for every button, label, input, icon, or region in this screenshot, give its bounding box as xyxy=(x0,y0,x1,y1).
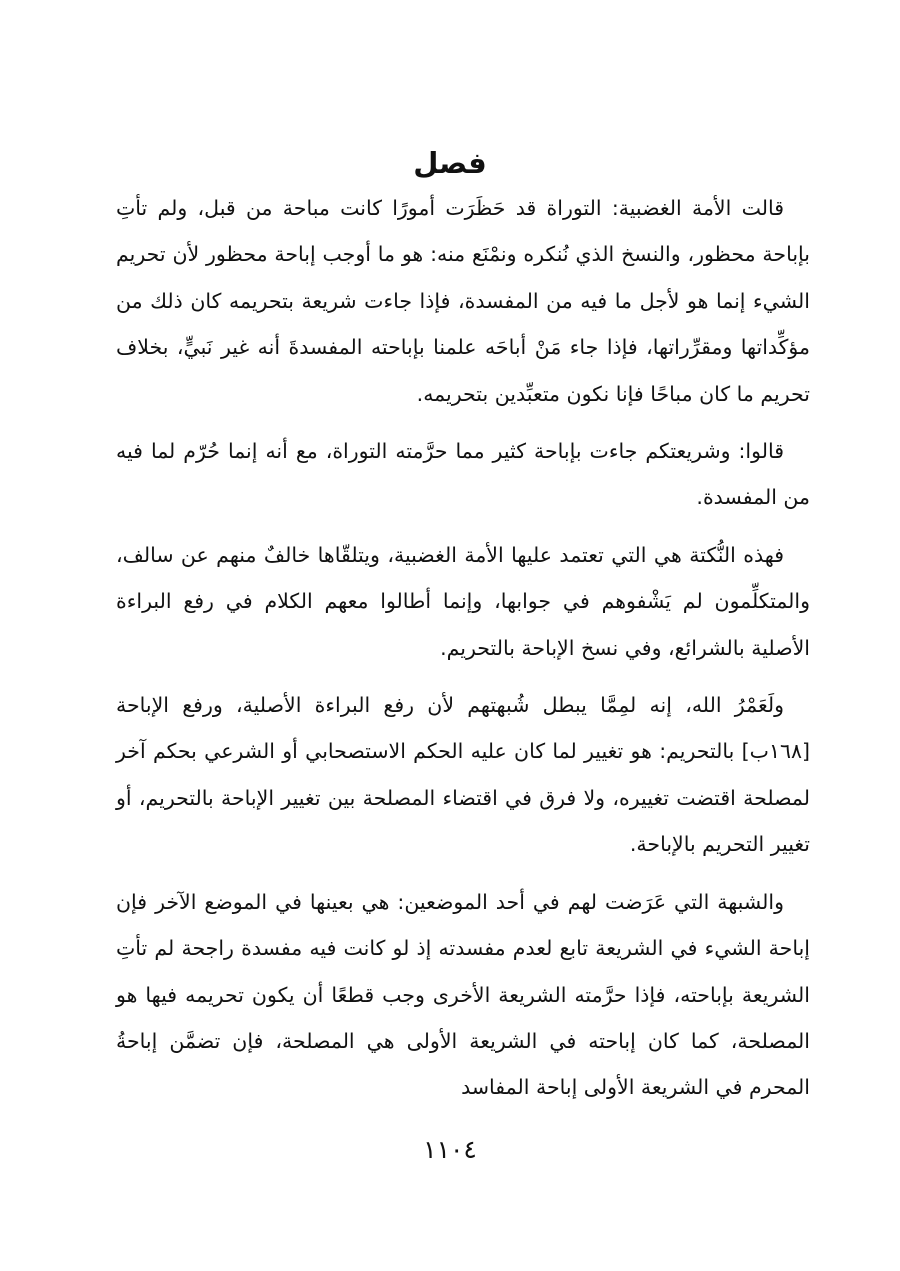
paragraph: قالت الأمة الغضبية: التوراة قد حَظَرَت أمورًا كانت مباحة من قبل، ولم تأتِ بإباحة محظور، والنسخ الذي نُنكره ونمْنَع منه: هو ما أوجب إباحة محظور لأن تحريم الشيء إنما هو لأجل ما فيه من المفسدة، فإذا جاءت شريعة بتحريمه كان ذلك من مؤكِّداتها ومقرِّراتها، فإذا جاء مَنْ أباحَه علمنا بإباحته المفسدةَ أنه غير نَبيٍّ، بخلاف تحريم ما كان مباحًا فإنا نكون متعبِّدين بتحريمه. xyxy=(116,196,810,406)
paragraph: قالوا: وشريعتكم جاءت بإباحة كثير مما حرَّمته التوراة، مع أنه إنما حُرّم لما فيه من المفسدة. xyxy=(116,439,810,510)
section-heading: فصل xyxy=(413,146,487,181)
body-text xyxy=(116,185,810,1122)
paragraph: ولَعَمْرُ الله، إنه لمِمَّا يبطل شُبهتهم لأن رفع البراءة الأصلية، ورفع الإباحة [١٦٨ب] بالتحريم: هو تغيير لما كان عليه الحكم الاستصحابي أو الشرعي بحكم آخر لمصلحة اقتضت تغييره، ولا فرق في اقتضاء المصلحة بين تغيير الإباحة بالتحريم، أو تغيير التحريم بالإباحة. xyxy=(116,693,810,857)
paragraph: والشبهة التي عَرَضت لهم في أحد الموضعين: هي بعينها في الموضع الآخر فإن إباحة الشيء في الشريعة تابع لعدم مفسدته إذ لو كانت فيه مفسدة راجحة لم تأتِ الشريعة بإباحته، فإذا حرَّمته الشريعة الأخرى وجب قطعًا أن يكون تحريمه فيها هو المصلحة، كما كان إباحته في الشريعة الأولى هي المصلحة، فإن تضمَّن إباحةُ المحرم في الشريعة الأولى إباحة المفاسد xyxy=(116,889,810,1100)
paragraph: فهذه النُّكتة هي التي تعتمد عليها الأمة الغضبية، ويتلقّاها خالفٌ منهم عن سالف، والمتكلِّمون لم يَشْفوهم في جوابها، وإنما أطالوا معهم الكلام في رفع البراءة الأصلية بالشرائع، وفي نسخ الإباحة بالتحريم. xyxy=(116,542,810,660)
page-number: ١١٠٤ xyxy=(423,1135,477,1164)
